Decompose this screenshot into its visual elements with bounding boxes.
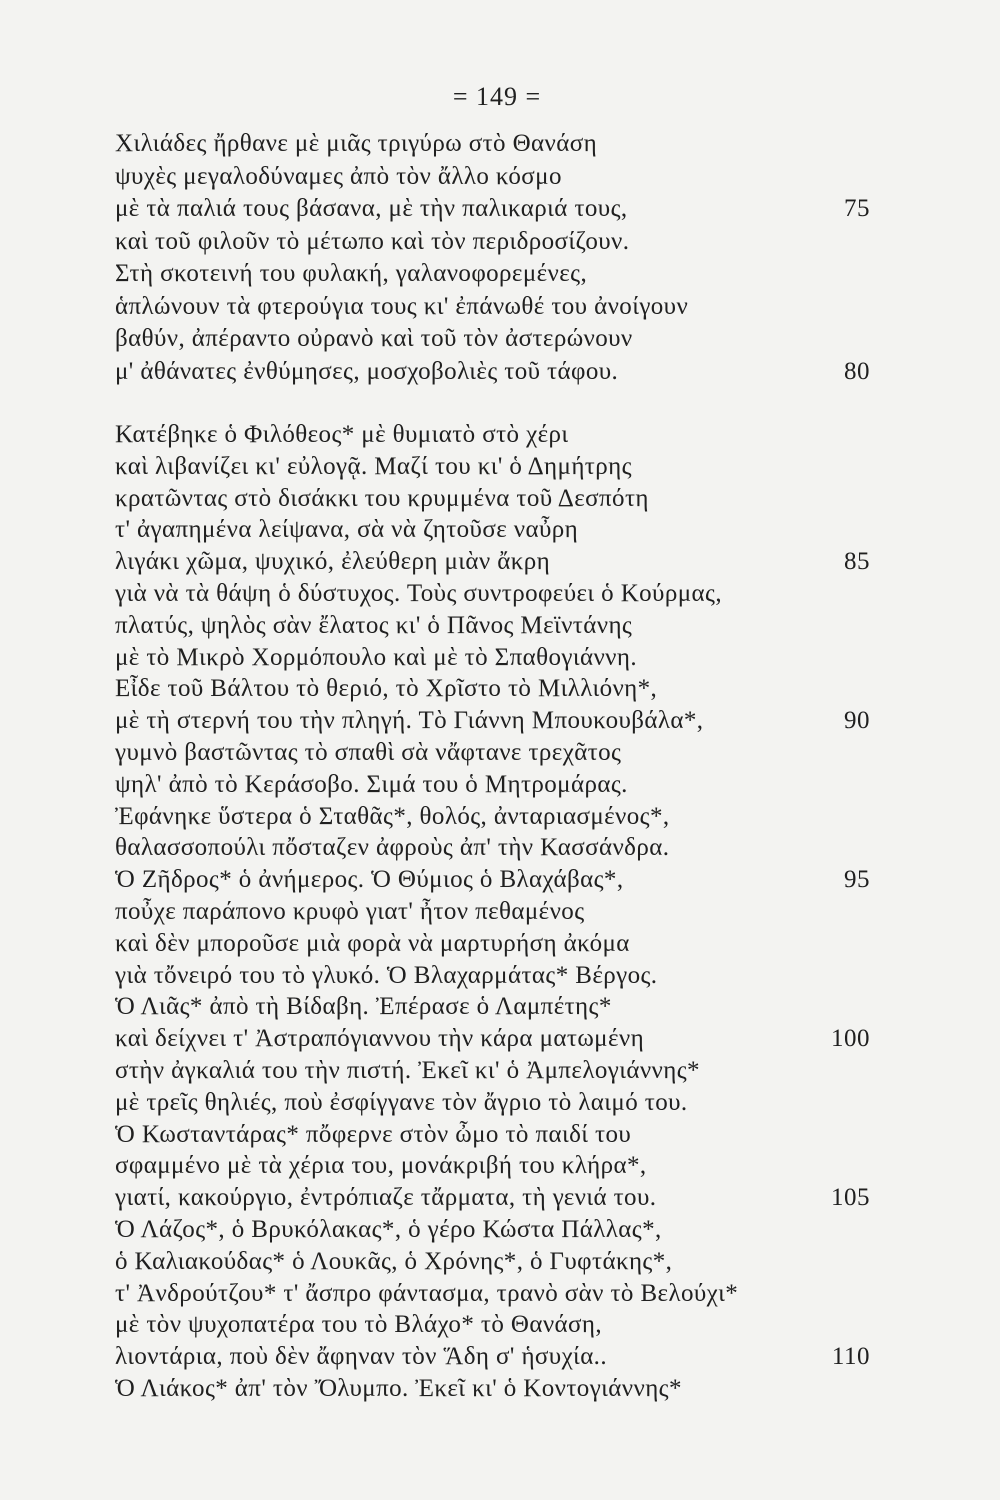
verse-text: μὲ τρεῖς θηλιές, ποὺ ἐσφίγγανε τὸν ἄγριο τὸ λαιμό του.	[115, 1088, 688, 1116]
verse-line	[115, 642, 870, 674]
verse-line	[115, 928, 870, 960]
verse-text: Ὁ Ζῆδρος* ὁ ἀνήμερος. Ὁ Θύμιος ὁ Βλαχάβας*,	[115, 866, 624, 894]
verse-line	[115, 1373, 870, 1405]
verse-text: καὶ λιβανίζει κι' εὐλογᾷ. Μαζί του κι' ὁ Δημήτρης	[115, 452, 632, 480]
verse-text: γιὰ τὄνειρό του τὸ γλυκό. Ὁ Βλαχαρμάτας* Βέργος.	[115, 961, 658, 989]
verse-line	[115, 419, 870, 451]
page-number: = 149 =	[452, 82, 542, 111]
verse-text: γιατί, κακούργιο, ἐντρόπιαζε τἄρματα, τὴ γενιά του.	[115, 1184, 657, 1212]
verse-text: Ὁ Λιᾶς* ἀπὸ τὴ Βίδαβη. Ἐπέρασε ὁ Λαμπέτης*	[115, 993, 612, 1021]
verse-line	[115, 226, 870, 259]
verse-text: καὶ δείχνει τ' Ἀστραπόγιαννου τὴν κάρα ματωμένη	[115, 1025, 645, 1053]
line-number: 105	[831, 1184, 870, 1212]
verse-text: θαλασσοπούλι πὄσταζεν ἀφροὺς ἀπ' τὴν Κασσάνδρα.	[115, 834, 670, 862]
line-number: 110	[831, 1343, 870, 1371]
verse-text: λιγάκι χῶμα, ψυχικό, ἐλεύθερη μιὰν ἄκρη	[115, 548, 551, 576]
verse-line	[115, 737, 870, 769]
verse-text: μὲ τὸ Μικρὸ Χορμόπουλο καὶ μὲ τὸ Σπαθογιάννη.	[115, 643, 637, 671]
verse-line	[115, 1309, 870, 1341]
verse-line	[115, 610, 870, 642]
verse-text: μ' ἀθάνατες ἐνθύμησες, μοσχοβολιὲς τοῦ τάφου.	[115, 357, 619, 385]
verse-line	[115, 1087, 870, 1119]
verse-text: βαθύν, ἀπέραντο οὐρανὸ καὶ τοῦ τὸν ἀστερώνουν	[115, 325, 633, 352]
stanza-1	[115, 128, 870, 388]
verse-text: κρατῶντας στὸ δισάκκι του κρυμμένα τοῦ Δεσπότη	[115, 484, 649, 512]
line-number: 80	[844, 357, 870, 385]
verse-line	[115, 864, 870, 896]
verse-text: ὁ Καλιακούδας* ὁ Λουκᾶς, ὁ Χρόνης*, ὁ Γυφτάκης*,	[115, 1247, 673, 1275]
verse-line	[115, 193, 870, 226]
verse-line	[115, 128, 870, 161]
verse-text: Ὁ Λάζος*, ὁ Βρυκόλακας*, ὁ γέρο Κώστα Πάλλας*,	[115, 1215, 662, 1243]
verse-text: γυμνὸ βαστῶντας τὸ σπαθὶ σὰ νἄφτανε τρεχᾶτος	[115, 738, 622, 766]
verse-text: μὲ τὴ στερνή του τὴν πληγή. Τὸ Γιάννη Μπουκουβάλα*,	[115, 707, 704, 735]
verse-line	[115, 1278, 870, 1310]
verse-line	[115, 896, 870, 928]
verse-text: μὲ τὰ παλιά τους βάσανα, μὲ τὴν παλικαριά τους,	[115, 195, 628, 222]
verse-text: Ὁ Κωσταντάρας* πὄφερνε στὸν ὦμο τὸ παιδί του	[115, 1120, 632, 1148]
line-number: 100	[831, 1025, 870, 1053]
line-number: 75	[844, 195, 870, 222]
line-number: 95	[844, 866, 870, 894]
verse-line	[115, 356, 870, 389]
verse-line	[115, 1119, 870, 1151]
verse-text: καὶ τοῦ φιλοῦν τὸ μέτωπο καὶ τὸν περιδροσίζουν.	[115, 227, 630, 255]
line-number: 85	[844, 548, 870, 576]
verse-line	[115, 1150, 870, 1182]
verse-line	[115, 991, 870, 1023]
verse-line	[115, 323, 870, 356]
verse-line	[115, 578, 870, 610]
verse-line	[115, 258, 870, 291]
verse-line	[115, 1341, 870, 1373]
verse-text: ψυχὲς μεγαλοδύναμες ἀπὸ τὸν ἄλλο κόσμο	[115, 162, 562, 190]
verse-text: σφαμμένο μὲ τὰ χέρια του, μονάκριβή του κλήρα*,	[115, 1152, 647, 1180]
verse-line	[115, 514, 870, 546]
verse-line	[115, 291, 870, 324]
verse-text: Κατέβηκε ὁ Φιλόθεος* μὲ θυμιατὸ στὸ χέρι	[115, 421, 569, 448]
verse-text: τ' Ἀνδρούτζου* τ' ἄσπρο φάντασμα, τρανὸ σὰν τὸ Βελούχι*	[115, 1279, 739, 1307]
verse-line	[115, 1023, 870, 1055]
verse-text: τ' ἀγαπημένα λείψανα, σὰ νὰ ζητοῦσε ναὖρη	[115, 516, 579, 544]
verse-text: γιὰ νὰ τὰ θάψη ὁ δύστυχος. Τοὺς συντροφεύει ὁ Κούρμας,	[115, 579, 722, 607]
verse-text: ἁπλώνουν τὰ φτερούγια τους κι' ἐπάνωθέ του ἀνοίγουν	[115, 292, 689, 320]
verse-text: μὲ τὸν ψυχοπατέρα του τὸ Βλάχο* τὸ Θανάση,	[115, 1311, 603, 1339]
verse-text: ψηλ' ἀπὸ τὸ Κεράσοβο. Σιμά του ὁ Μητρομάρας.	[115, 770, 628, 798]
verse-line	[115, 1214, 870, 1246]
verse-text: πλατύς, ψηλὸς σὰν ἔλατος κι' ὁ Πᾶνος Μεϊντάνης	[115, 611, 633, 639]
verse-text: λιοντάρια, ποὺ δὲν ἄφηναν τὸν Ἅδη σ' ἡσυχία..	[115, 1343, 607, 1371]
verse-text: καὶ δὲν μποροῦσε μιὰ φορὰ νὰ μαρτυρήση ἀκόμα	[115, 929, 630, 957]
verse-line	[115, 451, 870, 483]
verse-text: Στὴ σκοτεινή του φυλακή, γαλανοφορεμένες,	[115, 260, 588, 287]
verse-text: Χιλιάδες ἤρθανε μὲ μιᾶς τριγύρω στὸ Θανάση	[115, 130, 598, 157]
verse-line	[115, 1055, 870, 1087]
verse-text: Εἶδε τοῦ Βάλτου τὸ θεριό, τὸ Χρῖστο τὸ Μιλλιόνη*,	[115, 675, 658, 703]
verse-line	[115, 960, 870, 992]
verse-line	[115, 801, 870, 833]
verse-text: Ἐφάνηκε ὕστερα ὁ Σταθᾶς*, θολός, ἀνταριασμένος*,	[115, 802, 670, 830]
verse-line	[115, 769, 870, 801]
verse-line	[115, 705, 870, 737]
verse-line	[115, 1246, 870, 1278]
verse-line	[115, 832, 870, 864]
line-number: 90	[844, 707, 870, 735]
verse-text: Ὁ Λιάκος* ἀπ' τὸν Ὄλυμπο. Ἐκεῖ κι' ὁ Κοντογιάννης*	[115, 1374, 682, 1402]
stanza-2	[115, 419, 870, 1405]
verse-line	[115, 161, 870, 194]
verse-text: στὴν ἀγκαλιά του τὴν πιστή. Ἐκεῖ κι' ὁ Ἀμπελογιάννης*	[115, 1056, 700, 1084]
verse-line	[115, 483, 870, 515]
verse-line	[115, 546, 870, 578]
verse-text: ποὖχε παράπονο κρυφὸ γιατ' ἦτον πεθαμένος	[115, 897, 585, 925]
verse-line	[115, 1182, 870, 1214]
verse-line	[115, 673, 870, 705]
